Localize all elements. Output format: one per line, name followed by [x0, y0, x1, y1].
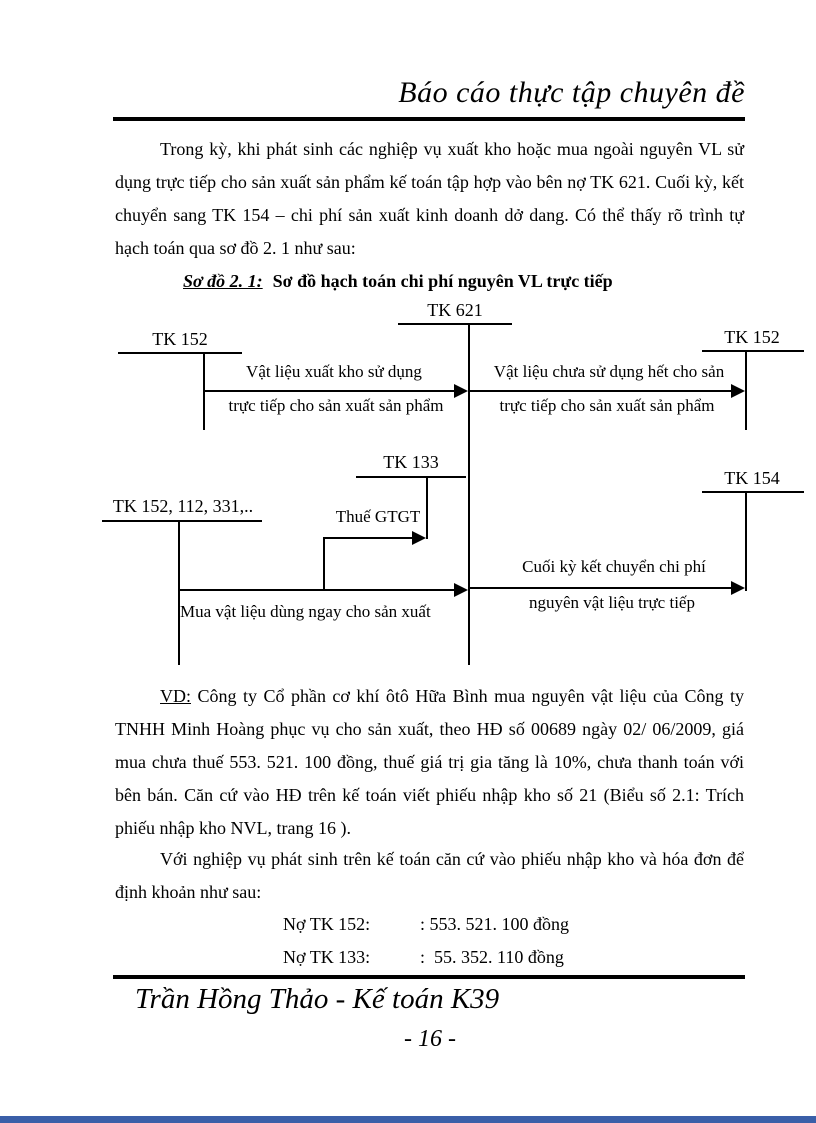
tk154-stem-line — [745, 491, 747, 591]
example-paragraph — [115, 680, 744, 845]
arrow2-caption-line2: trực tiếp cho sản xuất sản phẩm — [499, 396, 715, 415]
page-number: - 16 - — [404, 1026, 456, 1052]
entry-amount: : 553. 521. 100 đồng — [420, 914, 570, 934]
entry-amount: : 55. 352. 110 đồng — [420, 947, 564, 967]
account-label-tk-multi: TK 152, 112, 331,.. — [112, 496, 254, 516]
vat-branch-drop-line — [323, 537, 325, 591]
diagram-heading — [183, 271, 613, 292]
tk133-top-line — [356, 476, 466, 478]
example-label: VD: — [160, 686, 191, 706]
arrow3-line — [179, 589, 454, 591]
example-text: Công ty Cổ phần cơ khí ôtô Hữa Bình mua nguyên vật liệu của Công ty TNHH Minh Hoàng phục vụ cho sản xuất, theo HĐ số 00689 ngày 02/ 06/2009, giá mua chưa thuế 553. 521. 100 đồng, thuế giá trị gia tăng là 10%, chưa thanh toán với bên bán. Căn cứ vào HĐ trên kế toán viết phiếu nhập kho số 21 (Biểu số 2.1: Trích phiếu nhập kho NVL, trang 16 ). — [115, 686, 744, 838]
arrow4-line — [470, 587, 731, 589]
report-header-title: Báo cáo thực tập chuyên đề — [398, 76, 745, 109]
footer-rule — [113, 975, 745, 979]
tk152-left-top-line — [118, 352, 242, 354]
arrow2-line — [470, 390, 731, 392]
entry-account: Nợ TK 133: — [283, 947, 371, 967]
intro-paragraph: Trong kỳ, khi phát sinh các nghiệp vụ xuất kho hoặc mua ngoài nguyên VL sử dụng trực tiếp cho sản xuất sản phẩm kế toán tập hợp vào bên nợ TK 621. Cuối kỳ, kết chuyển sang TK 154 – chi phí sản xuất kinh doanh dở dang. Có thể thấy rõ trình tự hạch toán qua sơ đồ 2. 1 như sau: — [115, 139, 744, 258]
diagram-heading-label: Sơ đồ 2. 1: — [183, 271, 263, 291]
closing-paragraph: Với nghiệp vụ phát sinh trên kế toán căn cứ vào phiếu nhập kho và hóa đơn để định khoản như sau: — [115, 849, 744, 902]
arrow2-caption-line1: Vật liệu chưa sử dụng hết cho sản — [493, 362, 725, 381]
arrowhead-right-icon — [412, 531, 426, 545]
t-account-diagram — [0, 300, 816, 672]
journal-entry-row — [283, 908, 569, 941]
account-label-tk152-right: TK 152 — [724, 327, 780, 347]
arrow1-caption-line2: trực tiếp cho sản xuất sản phẩm — [228, 396, 444, 415]
account-label-tk154: TK 154 — [724, 468, 780, 488]
arrow1-line — [204, 390, 454, 392]
tk152-right-top-line — [702, 350, 804, 352]
tk621-top-line — [398, 323, 512, 325]
vat-caption: Thuế GTGT — [335, 507, 421, 526]
account-label-tk133: TK 133 — [383, 452, 439, 472]
tk-multi-stem-line — [178, 520, 180, 665]
diagram-heading-title: Sơ đồ hạch toán chi phí nguyên VL trực tiếp — [272, 271, 613, 291]
tk152-right-stem-line — [745, 350, 747, 430]
entry-account: Nợ TK 152: — [283, 914, 371, 934]
bottom-edge-bar — [0, 1116, 816, 1123]
journal-entry-row — [283, 941, 569, 974]
arrow4-caption-line2: nguyên vật liệu trực tiếp — [529, 593, 695, 612]
header-rule — [113, 117, 745, 121]
journal-entries — [283, 908, 569, 974]
account-label-tk621: TK 621 — [427, 300, 483, 320]
tk154-top-line — [702, 491, 804, 493]
arrow4-caption-line1: Cuối kỳ kết chuyển chi phí — [522, 557, 706, 576]
tk-multi-top-line — [102, 520, 262, 522]
account-label-tk152-left: TK 152 — [152, 329, 208, 349]
vat-branch-line — [323, 537, 413, 539]
arrow3-caption: Mua vật liệu dùng ngay cho sản xuất — [180, 602, 431, 621]
arrowhead-right-icon — [454, 583, 468, 597]
arrow1-caption-line1: Vật liệu xuất kho sử dụng — [246, 362, 422, 381]
footer-author: Trần Hồng Thảo - Kế toán K39 — [135, 983, 500, 1015]
